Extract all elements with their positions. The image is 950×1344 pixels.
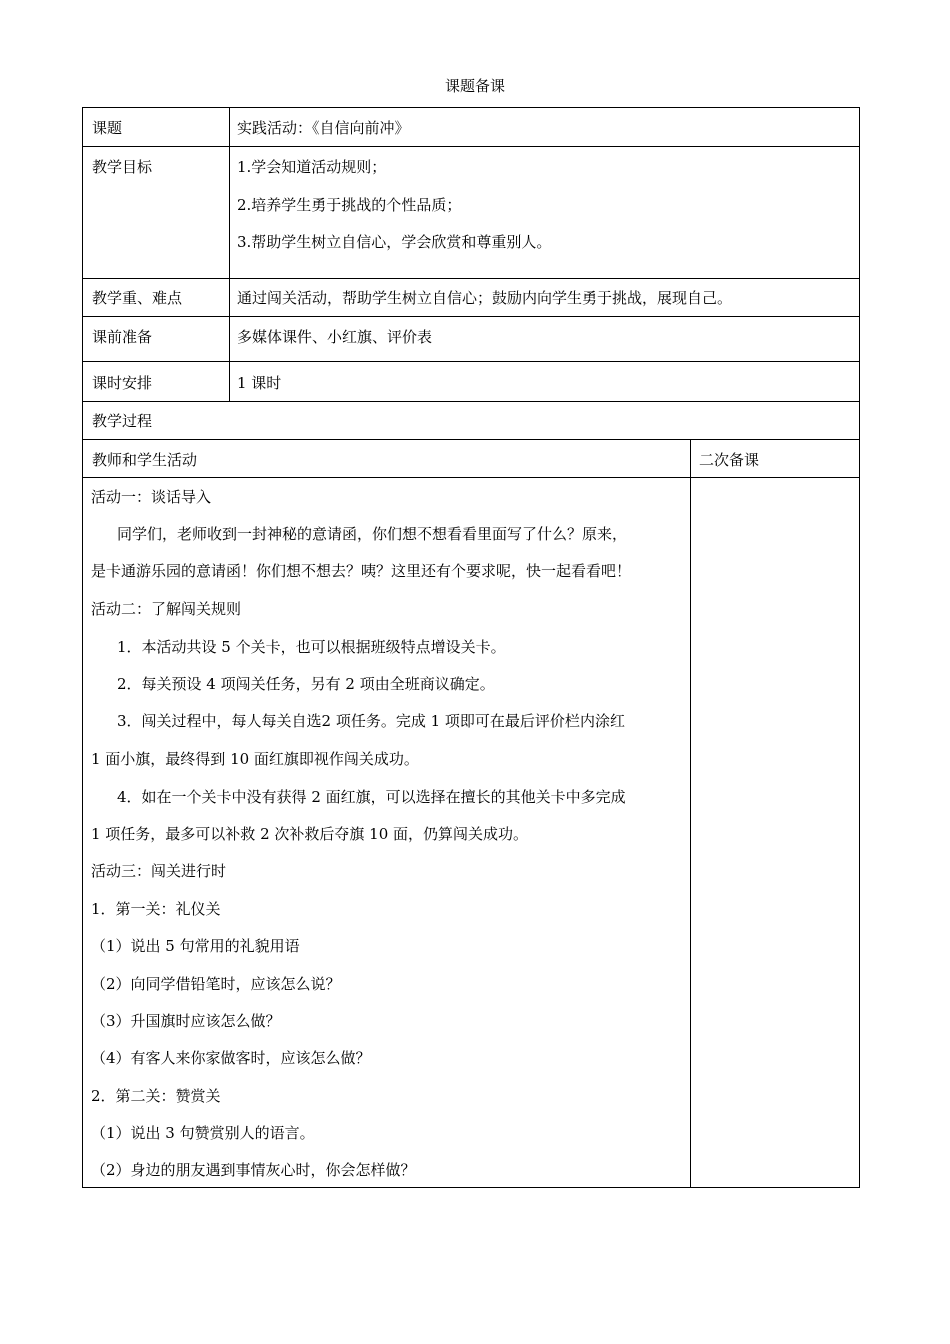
process-heading: 教学过程 — [92, 412, 153, 430]
process-line: 1．本活动共设 5 个关卡，也可以根据班级特点增设关卡。 — [117, 638, 506, 656]
goals-label: 教学目标 — [92, 158, 153, 176]
schedule-label: 课时安排 — [92, 374, 153, 392]
row-divider — [83, 401, 859, 402]
row-divider — [83, 477, 859, 478]
row-divider — [83, 316, 859, 317]
process-line: 活动二：了解闯关规则 — [91, 600, 242, 618]
process-line: （1）说出 5 句常用的礼貌用语 — [91, 937, 300, 955]
process-line: 同学们，老师收到一封神秘的意请函，你们想不想看看里面写了什么？原来， — [117, 525, 628, 543]
process-main-column-header: 教师和学生活动 — [92, 451, 198, 469]
row-divider — [83, 278, 859, 279]
process-line: 活动一：谈话导入 — [91, 488, 212, 506]
process-line: （3）升国旗时应该怎么做？ — [91, 1012, 281, 1030]
process-line: （1）说出 3 句赞赏别人的语言。 — [91, 1124, 315, 1142]
process-line: 2．第二关：赞赏关 — [91, 1087, 221, 1105]
row-divider — [83, 439, 859, 440]
process-line: 4．如在一个关卡中没有获得 2 面红旗，可以选择在擅长的其他关卡中多完成 — [117, 788, 626, 806]
process-line: （4）有客人来你家做客时，应该怎么做？ — [91, 1049, 371, 1067]
process-line: 1 项任务，最多可以补救 2 次补救后夺旗 10 面，仍算闯关成功。 — [91, 825, 529, 843]
document-title: 课题备课 — [444, 77, 505, 95]
schedule-value: 1 课时 — [237, 374, 282, 392]
goal-item: 3.帮助学生树立自信心，学会欣赏和尊重别人。 — [237, 233, 552, 251]
row-divider — [83, 146, 859, 147]
process-line: 1．第一关：礼仪关 — [91, 900, 221, 918]
preparation-label: 课前准备 — [92, 328, 153, 346]
goal-item: 2.培养学生勇于挑战的个性品质； — [237, 196, 462, 214]
process-line: 3．闯关过程中，每人每关自选2 项任务。完成 1 项即可在最后评价栏内涂红 — [117, 712, 625, 730]
secondary-column-divider — [690, 439, 691, 1187]
process-line: 1 面小旗，最终得到 10 面红旗即视作闯关成功。 — [91, 750, 419, 768]
process-line: （2）身边的朋友遇到事情灰心时，你会怎样做？ — [91, 1161, 416, 1179]
label-column-divider — [229, 108, 230, 401]
lesson-plan-table — [82, 107, 860, 1188]
topic-label: 课题 — [92, 119, 123, 137]
process-secondary-column-header: 二次备课 — [699, 451, 760, 469]
topic-value: 实践活动：《自信向前冲》 — [237, 119, 410, 137]
key-points-label: 教学重、难点 — [92, 289, 183, 307]
process-line: 2．每关预设 4 项闯关任务，另有 2 项由全班商议确定。 — [117, 675, 495, 693]
key-points-value: 通过闯关活动，帮助学生树立自信心；鼓励内向学生勇于挑战，展现自己。 — [237, 289, 733, 307]
process-line: （2）向同学借铅笔时，应该怎么说？ — [91, 975, 341, 993]
process-line: 活动三：闯关进行时 — [91, 862, 227, 880]
row-divider — [83, 361, 859, 362]
goal-item: 1.学会知道活动规则； — [237, 158, 387, 176]
process-line: 是卡通游乐园的意请函！你们想不想去？咦？这里还有个要求呢，快一起看看吧！ — [91, 562, 632, 580]
preparation-value: 多媒体课件、小红旗、评价表 — [237, 328, 433, 346]
